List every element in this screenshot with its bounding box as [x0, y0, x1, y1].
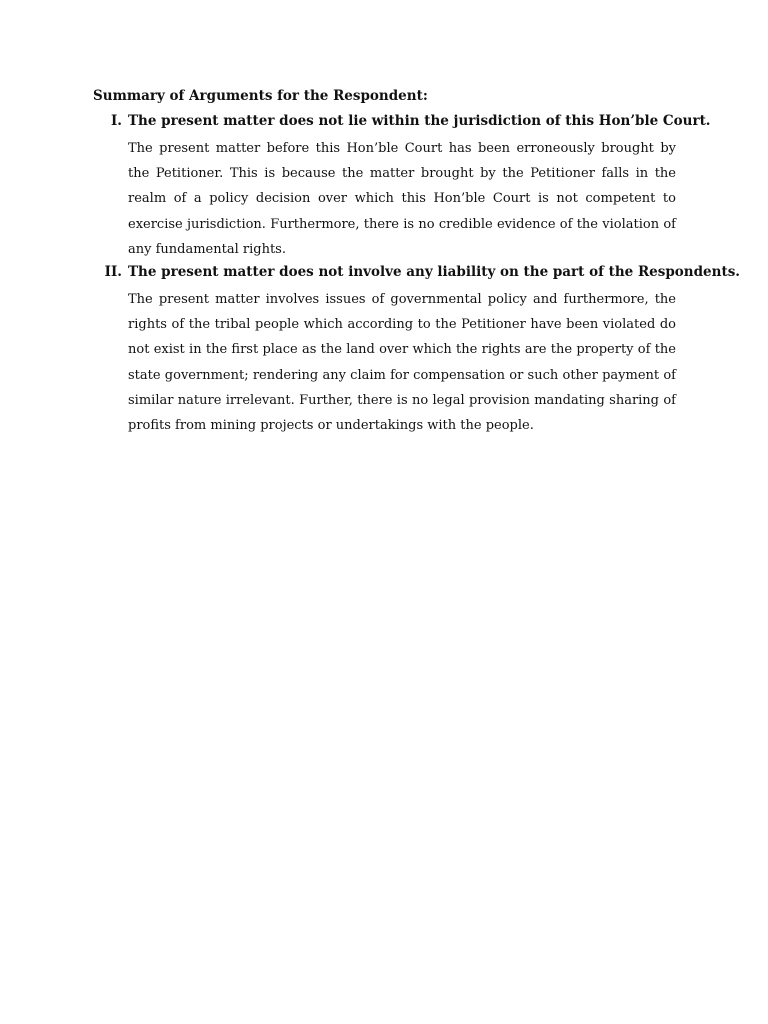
section-heading-row [92, 263, 740, 281]
section-heading: The present matter does not involve any liability on the part of the Respondents. [128, 264, 740, 280]
section-body: The present matter before this Hon’ble Court has been erroneously brought by the Petitioner. This is because the matter brought by the Petitioner falls in the realm of a policy decision over which this Hon’ble Court is not competent to exercise jurisdiction. Furthermore, there is no credible evidence of the violation of any fundamental rights. [128, 141, 676, 257]
section-heading: The present matter does not lie within the jurisdiction of this Hon’ble Court. [128, 113, 711, 129]
document-title: Summary of Arguments for the Respondent: [93, 88, 428, 104]
section-numeral: II. [104, 264, 122, 280]
section-body: The present matter involves issues of governmental policy and furthermore, the rights of the tribal people which according to the Petitioner have been violated do not exist in the first place as the land over which the rights are the property of the state government; rendering any claim for compensation or such other payment of similar nature irrelevant. Further, there is no legal provision mandating sharing of profits from mining projects or undertakings with the people. [128, 292, 676, 434]
section-heading-row [92, 112, 711, 130]
argument-section-2 [92, 263, 740, 438]
section-numeral: I. [110, 113, 122, 129]
argument-section-1 [92, 112, 711, 262]
